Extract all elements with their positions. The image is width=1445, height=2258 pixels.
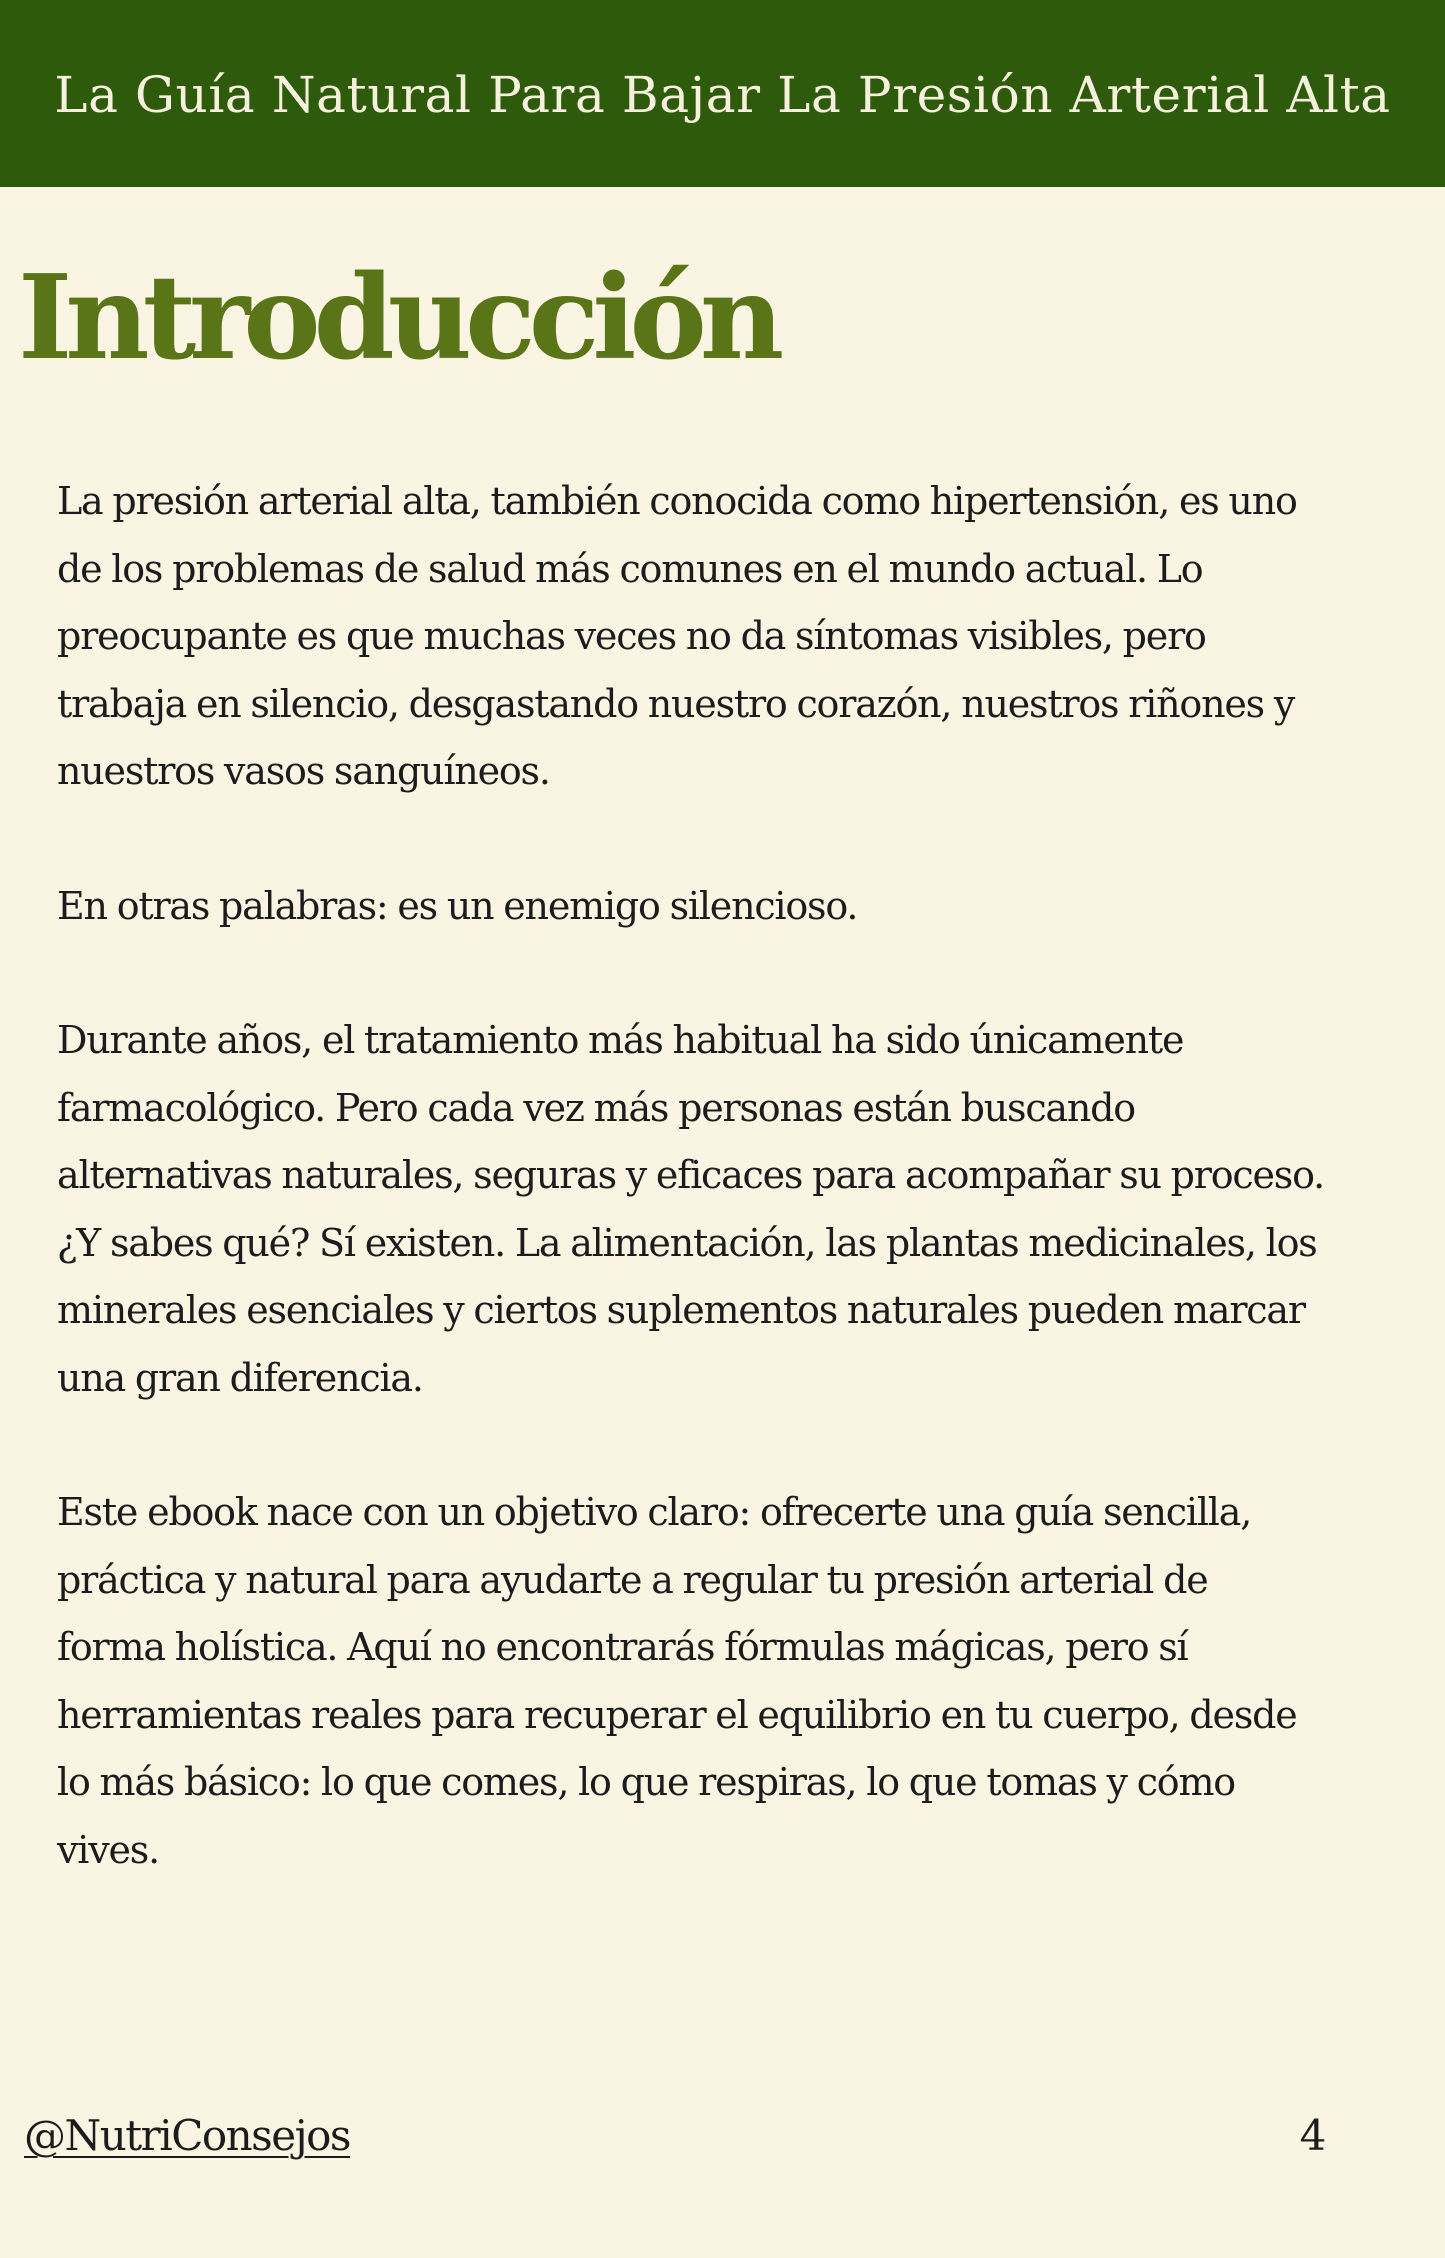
paragraph	[57, 468, 1397, 806]
text-line: herramientas reales para recuperar el equilibrio en tu cuerpo, desde	[57, 1692, 1297, 1737]
text-line: una gran diferencia.	[57, 1355, 423, 1400]
text-line: farmacológico. Pero cada vez más personas están buscando	[57, 1085, 1135, 1130]
text-line: Durante años, el tratamiento más habitual ha sido únicamente	[57, 1018, 1184, 1062]
social-handle-link[interactable]: @NutriConsejos	[24, 2111, 350, 2160]
text-line: de los problemas de salud más comunes en el mundo actual. Lo	[57, 546, 1203, 591]
paragraph	[57, 1479, 1397, 1884]
page-number: 4	[1299, 2111, 1327, 2160]
text-line: minerales esenciales y ciertos suplementos naturales pueden marcar	[57, 1288, 1305, 1332]
text-line: nuestros vasos sanguíneos.	[57, 749, 550, 793]
page-title: Introducción	[18, 250, 778, 386]
text-line: ¿Y sabes qué? Sí existen. La alimentación, las plantas medicinales, los	[57, 1220, 1317, 1265]
text-line: preocupante es que muchas veces no da síntomas visibles, pero	[57, 614, 1206, 658]
book-title: La Guía Natural Para Bajar La Presión Arterial Alta	[54, 66, 1391, 124]
body-text	[57, 468, 1397, 1951]
text-line: alternativas naturales, seguras y eficaces para acompañar su proceso.	[57, 1153, 1324, 1197]
header-banner	[0, 0, 1445, 187]
text-line: En otras palabras: es un enemigo silencioso.	[57, 883, 858, 928]
paragraph	[57, 1007, 1397, 1412]
text-line: La presión arterial alta, también conocida como hipertensión, es uno	[57, 479, 1297, 523]
text-line: forma holística. Aquí no encontrarás fórmulas mágicas, pero sí	[57, 1625, 1188, 1669]
text-line: vives.	[57, 1827, 159, 1872]
text-line: práctica y natural para ayudarte a regular tu presión arterial de	[57, 1557, 1208, 1602]
paragraph	[57, 873, 1397, 941]
text-line: trabaja en silencio, desgastando nuestro corazón, nuestros riñones y	[57, 681, 1295, 726]
text-line: Este ebook nace con un objetivo claro: ofrecerte una guía sencilla,	[57, 1490, 1252, 1534]
text-line: lo más básico: lo que comes, lo que respiras, lo que tomas y cómo	[57, 1760, 1235, 1804]
